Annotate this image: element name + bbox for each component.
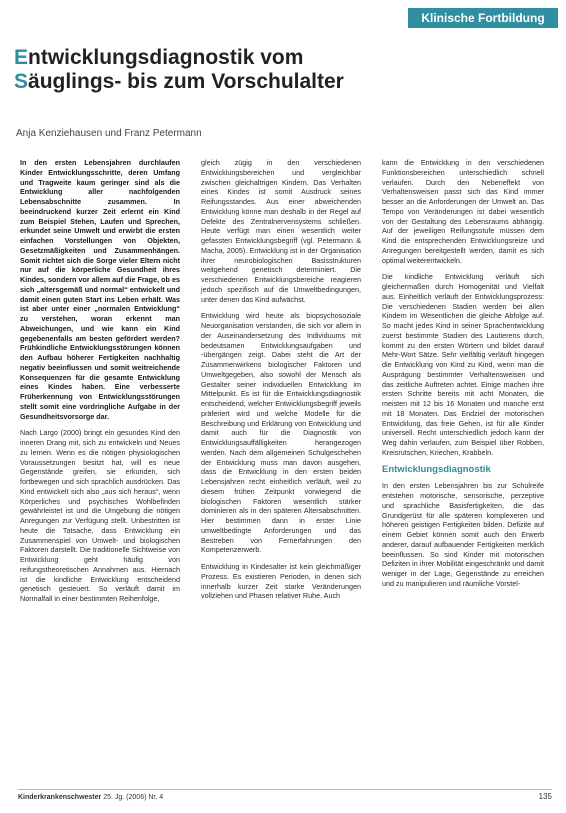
section-banner: Klinische Fortbildung [408,8,558,28]
article-title [14,46,494,94]
footer-divider [18,789,552,790]
title-rest-1: ntwicklungsdiagnostik vom [28,46,304,69]
body-paragraph: gleich zügig in den verschiedenen Entwicklungsbereichen und vergleichbar zwischen gleichaltrigen Kindern. Das Verhalten eines Kindes ist somit Ausdruck seines Reifungsstandes. Aus einer abweichenden Entwicklung könne man deshalb in der Regel auf Defekte des Zentralnervensystems schließen. Heute verfügt man einen wesentlich weiter gefassten Entwicklungsbegriff (vgl. Petermann & Macha, 2005). Entwicklung ist in der Organisation ihrer neurobiologischen Basisstrukturen weitgehend genetisch determiniert. Die verschiedenen Entwicklungsbereiche reagieren jedoch spezifisch auf die Umweltbedingungen, unter denen das Kind aufwächst. [201,158,361,304]
body-paragraph: In den ersten Lebensjahren bis zur Schulreife entstehen motorische, sensorische, perzeptive und sprachliche Basisfertigkeiten, die das Grundgerüst für alle späteren komplexeren und höheren geistigen Fertigkeiten bilden. Defizite auf einem Gebiet können somit auch den Erwerb anderer, darauf aufbauender Fertigkeiten merklich beeinflussen. So sind Kinder mit motorischen Defiziten in ihrer Mobilität eingeschränkt und damit weniger in der Lage, Gegenstände zu erreichen und zu manipulieren und räumliche Vorstel- [382,481,544,588]
article-authors: Anja Kenziehausen und Franz Petermann [16,128,202,139]
title-line-1 [14,46,494,70]
body-paragraph: Die kindliche Entwicklung verläuft sich gleichermaßen durch Homogenität und Vielfalt aus. Einheitlich verläuft der Entwicklungsprozess: Die verschiedenen Stadien werden bei allen Kindern im Wesentlichen die gleiche Abfolge auf. So macht jedes Kind in seiner Sprachentwicklung zuerst bestimmte Stadien des Lautierens durch, kommt zu den ersten Wörtern und bildet darauf Mehr-Wort Sätze. Sehr vielfältig verläuft hingegen die Entwicklung von Kind zu Kind, wenn man die Ausprägung bestimmter Verhaltensweisen und das zeitliche Auftreten achtet. Einige machen ihre ersten Schritte bereits mit acht Monaten, die meisten mit 12 bis 16 Monaten und manche erst mit 18 Monaten. Das Endziel der motorischen Entwicklung, das freie Gehen, ist für alle Kinder universell. Recht unterschiedlich jedoch kann der Weg dahin verlaufen, zum Beispiel über Robben, Kreisrutschen, Kriechen, Krabbeln. [382,272,544,457]
page-number: 135 [538,792,552,801]
body-paragraph: Entwicklung wird heute als biopsychosoziale Neuorganisation verstanden, die sich vor allem in der Auseinandersetzung des Individuums mit bedeutsamen Entwicklungsaufgaben und -übergängen zeigt. Dabei steht die Art der Zusammenwirkens biologischer Faktoren und Umweltgegeben, also sowohl der Mensch als Gestalter seiner individuellen Entwicklung im Mittelpunkt. Es ist für die Entwicklungsdiagnostik entscheidend, welcher Entwicklungsbegriff jeweils präferiert wird und welche Modelle für die Beschreibung und Erklärung von Entwicklung und damit auch für die Diagnostik von Entwicklungsauffälligkeiten herangezogen werden. Nach dem allgemeinen Schulgeschehen der Entwicklung muss man davon ausgehen, dass die Entwicklung in den ersten beiden Lebensjahren recht einheitlich verläuft, weil zu diesem frühen Zeitpunkt vorwiegend die biologischen Faktoren wesentlich stärker dominieren als in den späteren Altersabschnitten. Hier bestimmen dann in erster Linie umweltbedingte Anforderungen und das Bestreben von Fernerfahrungen den Kompetenzerwerb. [201,311,361,555]
lead-paragraph: In den ersten Lebensjahren durchlaufen Kinder Entwicklungsschritte, deren Umfang und Tragweite kaum geringer sind als die Entwicklung aller nachfolgenden Lebensabschnitte zusammen. In beeindruckend kurzer Zeit erlernt ein Kind zum Beispiel Stehen, Laufen und Sprechen, erkundet seine Umwelt und erwirbt die ersten einfachen Vorstellungen von Objekten, Gesetzmäßigkeiten und Zusammenhängen. Somit richtet sich die Sorge vieler Eltern nicht nur auf die körperliche Gesundheit ihres Kindes, sondern vor allem auf die Frage, ob es sich „altersgemäß und normal“ entwickelt und damit einen guten Start ins Leben erhält. Was ist aber unter einer „normalen Entwicklung“ zu verstehen, woran erkennt man Abweichungen, und wie kann ein Kind gegebenenfalls am besten gefördert werden? Frühkindliche Entwicklungsstörungen können den Aufbau höherer Fertigkeiten nachhaltig negativ beeinflussen und somit weitreichende Konsequenzen für die gesamte Entwicklung eines Kindes haben. Eine verbesserte Früherkennung von Entwicklungsstörungen stellt somit eine vordringliche Aufgabe in der Gesundheitsvorsorge dar. [20,158,180,421]
title-initial-2: S [14,70,29,93]
text-column-3 [382,158,544,596]
body-paragraph: Entwicklung in Kindesalter ist kein gleichmäßiger Prozess. Es existieren Perioden, in denen sich innerhalb kurzer Zeit starke Veränderungen vollziehen und Phasen relativer Ruhe. Auch [201,562,361,601]
text-column-2 [201,158,361,608]
title-rest-2: äuglings- bis zum Vorschulalter [28,70,344,93]
body-paragraph: kann die Entwicklung in den verschiedenen Funktionsbereichen unterschiedlich schnell verlaufen. Durch den Nebeneffekt von Verhaltensweisen passt sich das Kind immer besser an die Anforderungen der Umwelt an. Das Tempo von Veränderungen ist dabei wesentlich von der Gestaltung des Lebensraums abhängig. Auf der jeweiligen Reifungsstufe müssen dem Kind die entsprechenden Entwicklungsreize und Anregungen bereitgestellt werden, damit es sich optimal weiterentwickeln. [382,158,544,265]
footer-citation [18,794,163,801]
body-paragraph: Nach Largo (2000) bringt ein gesundes Kind den inneren Drang mit, sich zu entwickeln und Neues zu lernen. Wenn es die nötigen physiologischen Voraussetzungen besitzt hat, will es neue Gegenstände greifen, sie erkunden, sich fortbewegen und sich sprachlich ausdrücken. Das Kind entwickelt sich also „aus sich heraus“, wenn Körperliches und psychisches Wohlbefinden gewährleistet ist und die Umgebung die nötigen Anregungen zur Verfügung stellt. Unbestritten ist heute die Tatsache, dass Entwicklung ein Zusammenspiel von Umwelt- und biologischen Faktoren darstellt. Die traditionelle Sichtweise von Entwicklung geht häufig von reifungstheoretischen Annahmen aus. Hiernach ist die kindliche Entwicklung entscheidend genetisch gesteuert. So verläuft damit im Normalfall in einer bestimmten Reihenfolge, [20,428,180,603]
journal-issue: 25. Jg. (2006) Nr. 4 [103,794,164,801]
text-column-1 [20,158,180,611]
title-line-2 [14,70,494,94]
section-heading: Entwicklungsdiagnostik [382,463,491,475]
title-initial-1: E [14,46,29,69]
journal-name: Kinderkrankenschwester [18,794,102,801]
